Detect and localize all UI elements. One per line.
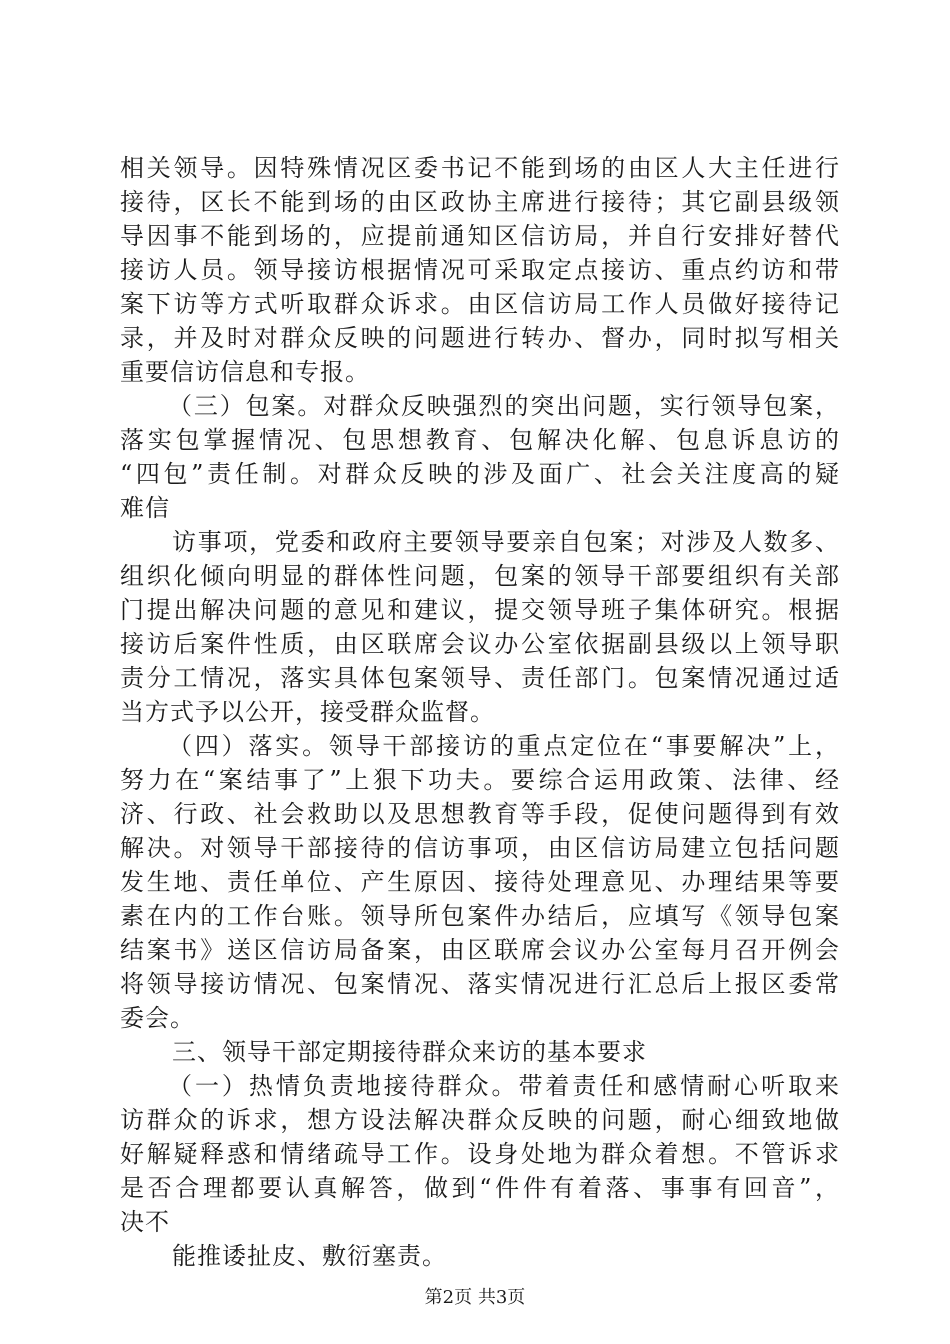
text-line: 发生地、责任单位、产生原因、接待处理意见、办理结果等要 [120, 868, 840, 896]
text-line: 责分工情况，落实具体包案领导、责任部门。包案情况通过适 [120, 664, 840, 692]
text-line: 将领导接访情况、包案情况、落实情况进行汇总后上报区委常 [120, 970, 840, 998]
text-line: 接访人员。领导接访根据情况可采取定点接访、重点约访和带 [120, 256, 840, 284]
text-line: 组织化倾向明显的群体性问题，包案的领导干部要组织有关部 [120, 562, 840, 590]
text-line: 是否合理都要认真解答，做到“件件有着落、事事有回音”， [120, 1174, 840, 1202]
text-line: 门提出解决问题的意见和建议，提交领导班子集体研究。根据 [120, 596, 840, 624]
text-line: 录，并及时对群众反映的问题进行转办、督办，同时拟写相关 [120, 324, 840, 352]
text-line: 相关领导。因特殊情况区委书记不能到场的由区人大主任进行 [120, 154, 840, 182]
text-line: 案下访等方式听取群众诉求。由区信访局工作人员做好接待记 [120, 290, 840, 318]
text-line: 接访后案件性质，由区联席会议办公室依据副县级以上领导职 [120, 630, 840, 658]
page-footer: 第2页 共3页 [424, 1287, 526, 1308]
text-line: 济、行政、社会救助以及思想教育等手段，促使问题得到有效 [120, 800, 840, 828]
paragraph-heading-line: （一）热情负责地接待群众。带着责任和感情耐心听取来 [168, 1072, 840, 1100]
paragraph-heading-line: （四）落实。领导干部接访的重点定位在“事要解决”上， [168, 732, 840, 760]
section-heading: 三、领导干部定期接待群众来访的基本要求 [172, 1038, 647, 1066]
text-line: 决不 [120, 1208, 170, 1236]
text-line: 努力在“案结事了”上狠下功夫。要综合运用政策、法律、经 [120, 766, 840, 794]
text-line: 结案书》送区信访局备案，由区联席会议办公室每月召开例会 [120, 936, 840, 964]
text-line: 素在内的工作台账。领导所包案件办结后，应填写《领导包案 [120, 902, 840, 930]
text-line: “四包”责任制。对群众反映的涉及面广、社会关注度高的疑 [120, 460, 840, 488]
text-line: 好解疑释惑和情绪疏导工作。设身处地为群众着想。不管诉求 [120, 1140, 840, 1168]
text-line: 委会。 [120, 1004, 195, 1032]
text-line: 能推诿扯皮、敷衍塞责。 [172, 1242, 447, 1270]
text-line: 访群众的诉求，想方设法解决群众反映的问题，耐心细致地做 [120, 1106, 840, 1134]
text-line: 接待，区长不能到场的由区政协主席进行接待；其它副县级领 [120, 188, 840, 216]
text-line: 当方式予以公开，接受群众监督。 [120, 698, 495, 726]
text-line: 重要信访信息和专报。 [120, 358, 370, 386]
text-line: 落实包掌握情况、包思想教育、包解决化解、包息诉息访的 [120, 426, 840, 454]
text-line: 解决。对领导干部接待的信访事项，由区信访局建立包括问题 [120, 834, 840, 862]
paragraph-heading-line: （三）包案。对群众反映强烈的突出问题，实行领导包案， [168, 392, 840, 420]
text-line: 访事项，党委和政府主要领导要亲自包案；对涉及人数多、 [172, 528, 840, 556]
text-line: 难信 [120, 494, 170, 522]
text-line: 导因事不能到场的，应提前通知区信访局，并自行安排好替代 [120, 222, 840, 250]
